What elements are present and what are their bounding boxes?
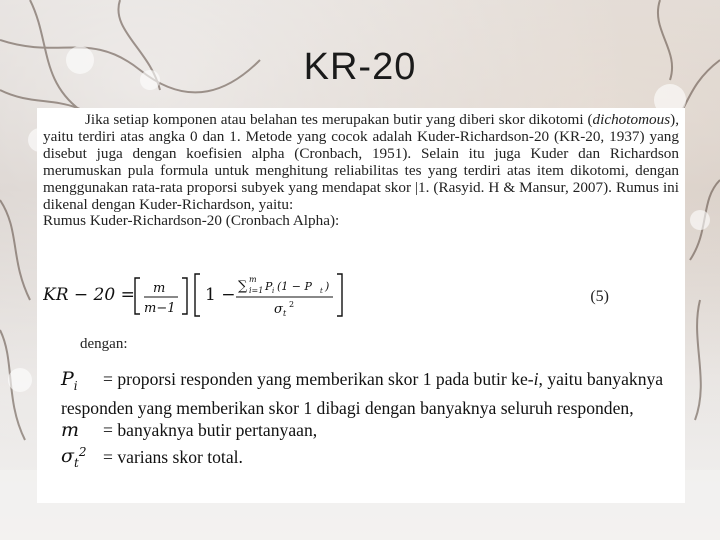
definition-m: m = banyaknya butir pertanyaan, [61, 418, 318, 441]
formula-sum-lower: i=1 [249, 286, 264, 295]
symbol-p-sub: i [73, 378, 78, 393]
definitions-block [37, 360, 685, 503]
formula-p-sub: i [272, 287, 275, 295]
definition-sigma: $\sigma_t^2$ = varians skor total. [61, 441, 679, 474]
equation-number: (5) [590, 288, 609, 305]
formula-sigma: σ [274, 302, 283, 317]
symbol-m: m [61, 418, 80, 441]
formula-p-sub2: t [320, 287, 323, 295]
kr20-formula [43, 268, 363, 320]
formula-denominator: m−1 [144, 301, 176, 316]
formula-numerator: m [153, 281, 166, 296]
symbol-p: P [61, 368, 74, 390]
symbol-sigma-sup: 2 [78, 444, 87, 459]
formula-p-close: ) [325, 280, 330, 293]
formula-one-minus: 1 − [205, 285, 236, 305]
formula-sum-upper: m [249, 275, 257, 284]
formula-row [43, 268, 679, 320]
formula-p-rest: (1 − P [277, 280, 312, 293]
intro-paragraph: Jika setiap komponen atau belahan tes merupakan butir yang diberi skor dikotomi (dichotomous), yaitu terdiri atas angka 0 dan 1. Metode yang cocok adalah Kuder-Richardson-20 (KR-20, 1937) yang disebut juga dengan koefisien alpha (Cronbach, 1951). Selain itu juga Kuder dan Richardson merumuskan pula formula untuk menghitung reliabilitas tes yang terdiri atas item dikotomi, dengan menggunakan rata-rata proporsi subyek yang mendapat skor |1. (Rasyid. H & Mansur, 2007). Rumus ini dikenal dengan Kuder-Richardson, yaitu: [43, 111, 679, 213]
formula-sigma-sup: 2 [289, 300, 295, 309]
formula-sum: ∑ [238, 279, 248, 294]
slide-title: KR-20 [303, 46, 417, 88]
symbol-sigma-sub: t [73, 455, 79, 470]
definition-pi: $P_i$ = proporsi responden yang memberikan skor 1 pada butir ke-i, yaitu banyaknya [61, 368, 679, 397]
formula-lhs: KR − 20 = [43, 285, 135, 305]
definition-pi-continued: responden yang memberikan skor 1 dibagi dengan banyaknya seluruh responden, [61, 397, 634, 418]
formula-p: P [265, 280, 273, 293]
formula-sigma-sub: t [283, 309, 287, 318]
formula-caption: Rumus Kuder-Richardson-20 (Cronbach Alpha): [43, 212, 340, 230]
symbol-sigma: σ [61, 445, 74, 468]
where-label: dengan: [80, 336, 128, 352]
document-excerpt [37, 108, 685, 360]
